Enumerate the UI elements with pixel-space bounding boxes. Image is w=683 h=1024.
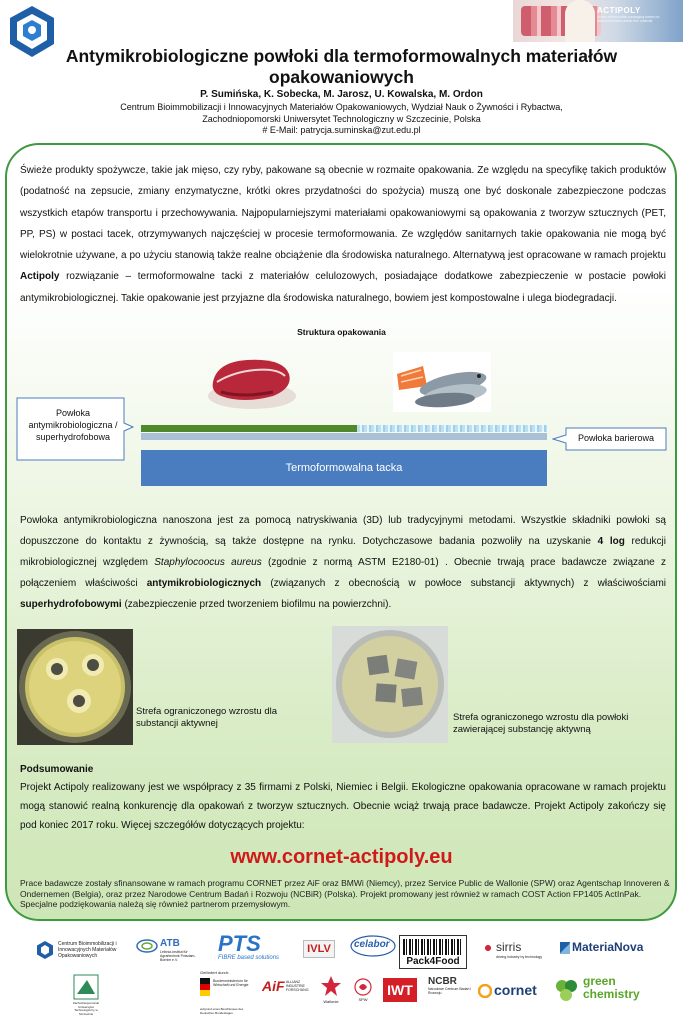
summary-text: Projekt Actipoly realizowany jest we współpracy z 35 firmami z Polski, Niemiec i Belgii. Ekologiczne opakowania opracowane w ramach projektu mogą stanowić realną konkurencję dla opakowań z tworzyw sztucznych. Obecnie wciąż trwają prace badawcze. Projekt Actipoly zakończy się pod koniec 2017 roku. Więcej szczegółów dotyczących projektu: — [20, 782, 666, 831]
ncbr-logo-text: NCBR — [428, 976, 457, 987]
bmwi-logo-text: Bundesministerium für Wirtschaft und Energie — [213, 979, 249, 987]
wallonie-logo — [318, 975, 344, 1007]
pts-logo-subtext: FIBRE based solutions — [218, 955, 280, 961]
celabor-logo-text: celabor — [354, 939, 390, 950]
chemistry-logo-text: chemistry — [583, 987, 640, 1001]
intro-text-1: Świeże produkty spożywcze, takie jak mięso, czy ryby, pakowane są obecnie w rozmaite opakowania. Ze względu na specyfikę takich produktów (podatność na zepsucie, zmiany enzymatyczne, krótki okres przydatności do spożycia) muszą one być doskonale zabezpieczone podczas wszystkich etapów transportu i przechowywania. Najpopularniejszymi materiałami opakowaniowymi są opakowania z tworzyw sztucznych (PET, PP, PS) w postaci tacek, otrzymywanych najczęściej w procesie termoformowania. Ze względów sanitarnych takie opakowania nie mogą być wielokrotnie używane, a po użyciu stanowią także realne obciążenie dla środowiska naturalnego. Alternatywą jest opracowane w ramach projektu — [20, 165, 666, 262]
barrier-label: Powłoka barierowa — [577, 433, 655, 443]
barrier-callout — [552, 427, 667, 451]
spw-logo-text: SPW — [358, 997, 368, 1002]
sirris-dots-icon — [482, 942, 494, 954]
header-photo-banner — [513, 0, 683, 42]
pts-logo-text: PTS — [218, 931, 261, 956]
bmwi-logo-footnote: aufgrund eines Beschlusses des Deutschen Bundestages — [200, 1007, 244, 1015]
method-paragraph — [20, 510, 666, 615]
fish-image — [393, 352, 491, 412]
aif-logo-text: AiF — [262, 978, 285, 994]
zut-logo — [68, 974, 104, 1020]
meat-image — [203, 352, 301, 412]
atb-logo-subtext: Leibniz-Institut für Agrartechnik Potsdam-Bornim e.V. — [160, 950, 196, 962]
petri-dish-coating-image — [332, 626, 448, 743]
mid-italic-species: Staphylocoocus aureus — [154, 557, 262, 568]
mid-text-4: (związanych z obecnością w powłoce substancji aktywnych) z właściwościami — [261, 578, 666, 589]
poster-title: Antymikrobiologiczne powłoki dla termoformowalnych materiałów opakowaniowych — [65, 46, 618, 87]
iwt-logo-text: IWT — [387, 982, 413, 998]
materianova-logo-text: MateriaNova — [572, 940, 644, 954]
aif-logo-subtext: ALLIANZ INDUSTRIE FORSCHUNG — [286, 980, 309, 992]
actipoly-badge-name: ACTIPOLY — [597, 6, 641, 15]
intro-text-2: rozwiązanie – termoformowalne tacki z materiałów celulozowych, posiadające dodatkowe zabezpieczenie w postacie powłoki antymikrobiologicznej. Takie opakowanie jest przyjazne dla środowiska naturalnego, bowiem jest kompostowalne i ulega biodegradacji. — [20, 271, 666, 304]
pts-logo — [218, 933, 298, 965]
antimicrobial-coating-layer — [141, 425, 547, 432]
atb-logo-text: ATB — [160, 938, 180, 949]
affiliation-line-1: Centrum Bioimmobilizacji i Innowacyjnych Materiałów Opakowaniowych, Wydział Nauk o Żywności i Rybactwa, — [120, 102, 563, 112]
sirris-logo-subtext: driving industry by technology — [496, 955, 543, 959]
pack4food-logo-text: Pack4Food — [406, 956, 460, 967]
cornet-logo-text: cornet — [494, 982, 537, 998]
coating-layer-speckle — [357, 425, 547, 432]
wallonie-logo-text: Wallonie — [323, 999, 339, 1004]
ivlv-logo-text: IVLV — [307, 943, 331, 955]
actipoly-badge-tagline: Active antimicrobial packaging based on thermoformable plastic film material — [597, 15, 660, 23]
structure-title: Struktura opakowania — [297, 327, 386, 337]
green-logo-text: green — [583, 974, 616, 988]
barrier-layer — [141, 433, 547, 440]
sirris-logo-text: sirris — [496, 940, 522, 954]
caption-right: Strefa ograniczonego wzrostu dla powłoki zawierającej substancję aktywną — [453, 712, 629, 735]
affiliation — [40, 102, 643, 137]
ncbr-logo — [428, 976, 472, 1004]
mid-text-2: redukcji mikrobiologicznej względem — [20, 536, 666, 568]
pack4food-logo — [399, 935, 467, 969]
mid-text-1: Powłoka antymikrobiologiczna nanoszona jest za pomocą natryskiwania (3D) lub tradycyjnymi metodami. Wszystkie składniki powłoki są dopuszczone do kontaktu z żywnością, są także dostępne na rynku. Dotychczasowe badania pozwoliły na uzyskanie — [20, 515, 666, 547]
atb-logo — [136, 936, 206, 962]
intro-paragraph — [20, 160, 666, 309]
centrum-logo-text: Centrum Bioimmobilizacji i Innowacyjnych Materiałów Opakowaniowych — [58, 941, 117, 959]
petri-dish-active-substance-image — [17, 629, 133, 745]
bmwi-logo — [200, 970, 256, 1020]
actipoly-badge — [597, 6, 677, 36]
green-chemistry-logo — [553, 975, 673, 1011]
mid-bold-antimicrobial: antymikrobiologicznych — [146, 578, 262, 589]
affiliation-line-2: Zachodniopomorski Uniwersytet Technologiczny w Szczecinie, Polska — [202, 113, 481, 124]
materianova-icon — [560, 942, 570, 954]
aif-logo — [262, 978, 314, 1002]
ivlv-logo — [303, 940, 335, 958]
funding-note: Prace badawcze zostały sfinansowane w ramach programu CORNET przez AiF oraz BMWi (Niemcy), przez Service Public de Wallonie (SPW) oraz Agentschap Innoveren & Ondernemen (Belgia), oraz przez Narodowe Centrum Badań i Rozwoju (NCBiR) (Polska). Projekt promowany jest również w ramach COST Action FP1405 ActInPak. Specjalne podziękowania należą się również partnerom przemysłowym. — [20, 878, 670, 909]
project-url-link[interactable]: www.cornet-actipoly.eu — [230, 846, 453, 868]
contact-email: # E-Mail: patrycja.suminska@zut.edu.pl — [262, 125, 421, 135]
cornet-logo — [478, 982, 548, 1002]
spw-logo — [350, 978, 376, 1004]
mid-bold-4log: 4 log — [597, 536, 625, 547]
bmwi-logo-heading: Gefördert durch: — [200, 970, 230, 975]
coating-layer-green — [141, 425, 357, 432]
authors: P. Sumińska, K. Sobecka, M. Jarosz, U. Kowalska, M. Ordon — [200, 89, 483, 100]
centrum-logo — [36, 938, 118, 962]
mid-text-5: (zabezpieczenie przed tworzeniem biofilmu na powierzchni). — [121, 599, 392, 610]
materianova-logo — [560, 940, 672, 960]
coating-callout — [16, 397, 134, 461]
coating-label: Powłoka antymikrobiologiczna / superhydrofobowa — [28, 408, 118, 442]
summary-heading: Podsumowanie — [20, 764, 94, 775]
zut-logo-text: Zachodniopomorski Uniwersytet Technologiczny w Szczecinie — [72, 1001, 100, 1016]
caption-left: Strefa ograniczonego wzrostu dla substancji aktywnej — [136, 706, 277, 729]
intro-actipoly-bold: Actipoly — [20, 271, 60, 283]
ncbr-logo-subtext: Narodowe Centrum Badań i Rozwoju — [428, 987, 472, 995]
mid-text-3: (zgodnie z normą ASTM E2180-01) . Obecnie trwają prace badawcze związane z połączeniem właściwości — [20, 557, 666, 589]
mid-bold-superhydrophobic: superhydrofobowymi — [20, 599, 122, 610]
celabor-logo — [350, 934, 396, 958]
sirris-logo — [482, 940, 552, 964]
person-image — [565, 0, 595, 42]
iwt-logo — [383, 978, 417, 1002]
thermoformable-tray-layer: Termoformowalna tacka — [141, 450, 547, 486]
barcode-icon — [403, 939, 463, 955]
